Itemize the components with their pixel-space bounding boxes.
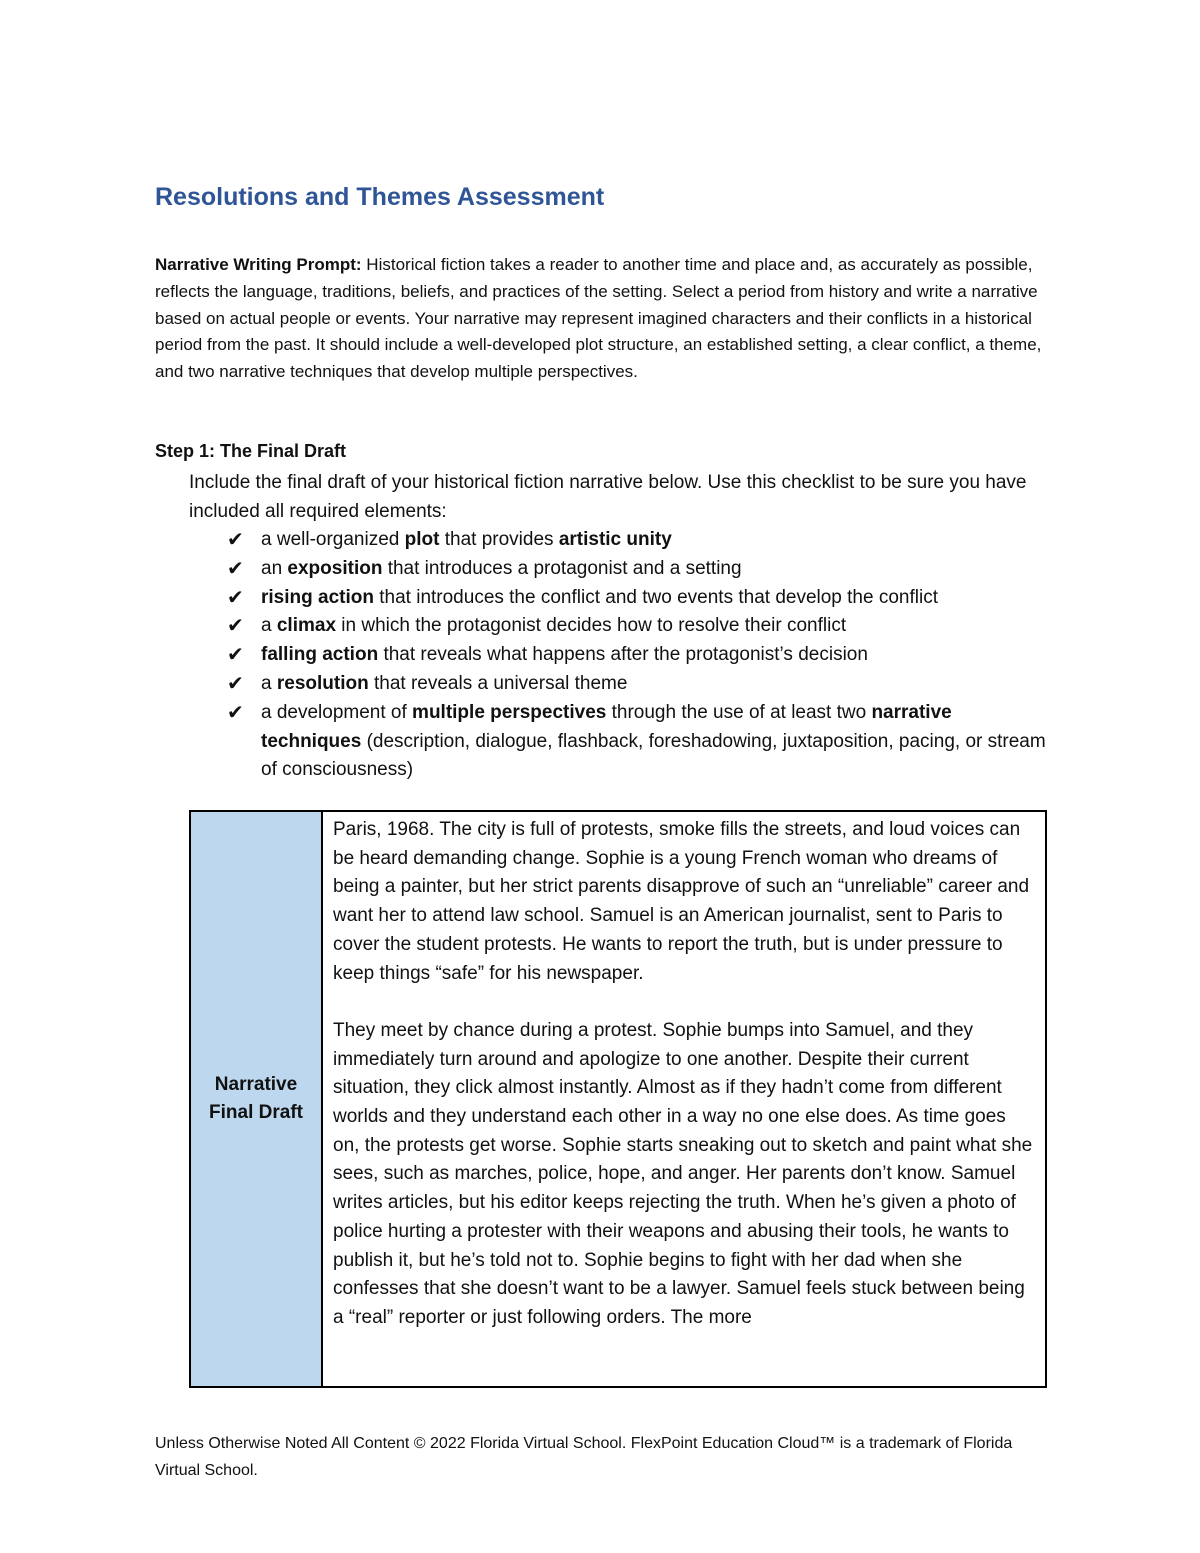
table-label: Narrative Final Draft	[209, 1074, 303, 1123]
narrative-draft-table	[189, 810, 1047, 1388]
checkmark-icon: ✔	[227, 644, 244, 667]
prompt-text: Historical fiction takes a reader to another time and place and, as accurately as possible, reflects the language, traditions, beliefs, and practices of the setting. Select a period from history and write a narrative based on actual people or events. Your narrative may represent imagined characters and their conflicts in a historical period from the past. It should include a well-developed plot structure, an established setting, a clear conflict, a theme, and two narrative techniques that develop multiple perspectives.	[155, 255, 1042, 382]
checkmark-icon: ✔	[227, 672, 244, 695]
checklist-item: ✔ a resolution that reveals a universal theme	[227, 670, 1057, 699]
checklist-item: ✔ a climax in which the protagonist decides how to resolve their conflict	[227, 612, 1057, 641]
checklist-item: ✔ a well-organized plot that provides artistic unity	[227, 526, 1057, 555]
requirements-checklist	[227, 526, 1057, 785]
narrative-text-cell[interactable]	[323, 812, 1045, 1386]
checkmark-icon: ✔	[227, 586, 244, 609]
checkmark-icon: ✔	[227, 557, 244, 580]
checklist-item: ✔ an exposition that introduces a protagonist and a setting	[227, 555, 1057, 584]
checklist-item: ✔ rising action that introduces the conflict and two events that develop the conflict	[227, 584, 1057, 613]
step-heading: Step 1: The Final Draft	[155, 441, 347, 461]
writing-prompt	[155, 252, 1055, 386]
checklist-item: ✔ falling action that reveals what happens after the protagonist’s decision	[227, 641, 1057, 670]
copyright-footer: Unless Otherwise Noted All Content © 2022 Florida Virtual School. FlexPoint Education Cloud™ is a trademark of Florida Virtual School.	[155, 1435, 1013, 1479]
checklist-item: ✔ a development of multiple perspectives through the use of at least two narrative techniques (description, dialogue, flashback, foreshadowing, juxtaposition, pacing, or stream of consciousness)	[227, 699, 1057, 785]
narrative-paragraph: Paris, 1968. The city is full of protests, smoke fills the streets, and loud voices can be heard demanding change. Sophie is a young French woman who dreams of being a painter, but her strict parents disapprove of such an “unreliable” career and want her to attend law school. Samuel is an American journalist, sent to Paris to cover the student protests. He wants to report the truth, but is under pressure to keep things “safe” for his newspaper.	[333, 819, 1030, 984]
prompt-label: Narrative Writing Prompt:	[155, 255, 362, 274]
table-label-cell	[191, 812, 323, 1386]
narrative-paragraph: They meet by chance during a protest. Sophie bumps into Samuel, and they immediately turn around and apologize to one another. Despite their current situation, they click almost instantly. Almost as if they hadn’t come from different worlds and they understand each other in a way no one else does. As time goes on, the protests get worse. Sophie starts sneaking out to sketch and paint what she sees, such as marches, police, hope, and anger. Her parents don’t know. Samuel writes articles, but his editor keeps rejecting the truth. When he’s given a photo of police hurting a protester with their weapons and abusing their tools, he wants to publish it, but he’s told not to. Sophie begins to fight with her dad when she confesses that she doesn’t want to be a lawyer. Samuel feels stuck between being a “real” reporter or just following orders. The more	[333, 1019, 1033, 1328]
checkmark-icon: ✔	[227, 701, 244, 724]
page-title: Resolutions and Themes Assessment	[155, 183, 605, 211]
checkmark-icon: ✔	[227, 615, 244, 638]
checkmark-icon: ✔	[227, 529, 244, 551]
step-instructions: Include the final draft of your historical fiction narrative below. Use this checklist to be sure you have included all required elements:	[189, 472, 1027, 522]
